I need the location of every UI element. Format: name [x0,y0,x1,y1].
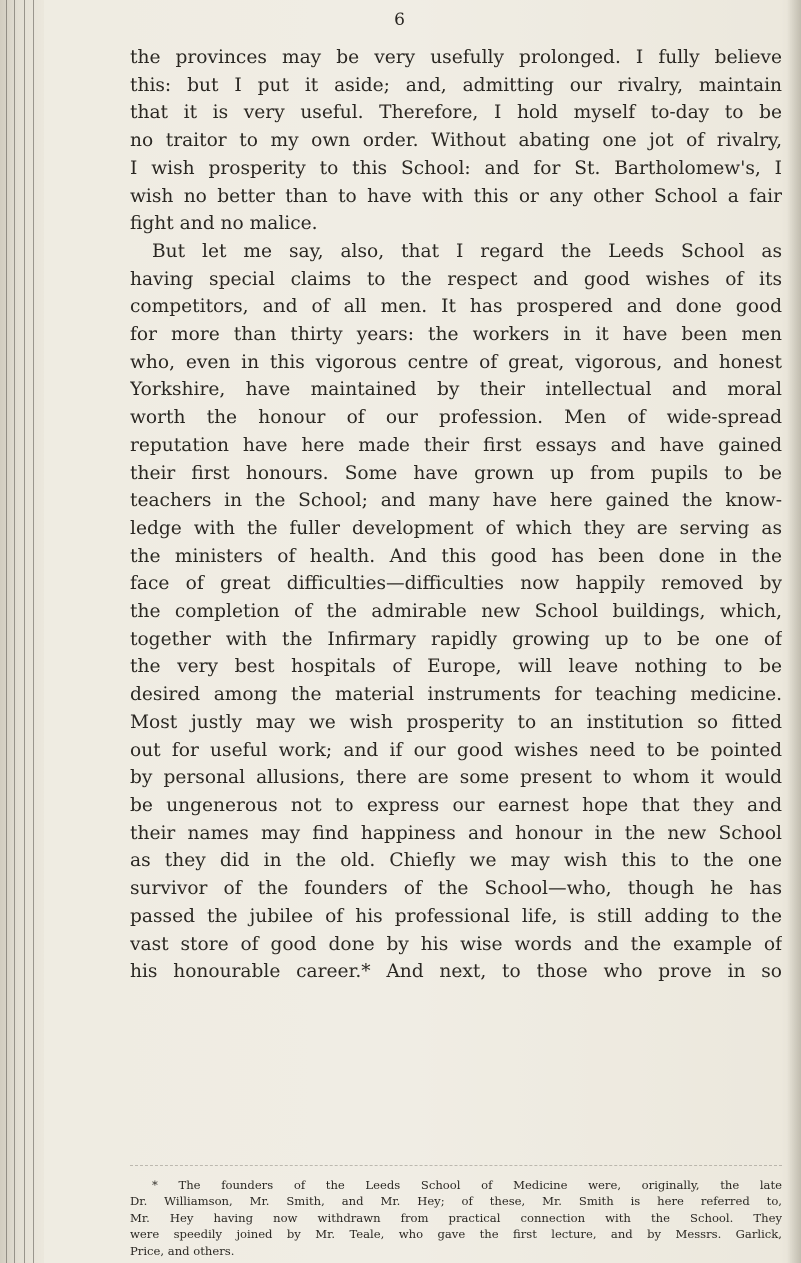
text-line: as they did in the old. Chiefly we may wish this to the one [130,850,782,872]
gutter-line [6,0,7,1263]
text-line: the provinces may be very usefully prolonged. I fully believe [130,47,782,68]
gutter-line [33,0,34,1263]
text-line: worth the honour of our profession. Men of wide-spread [130,407,782,429]
body-text [130,44,782,986]
text-line: reputation have here made their first essays and have gained [130,434,782,456]
text-line: ledge with the fuller development of which they are serving as [130,517,782,539]
text-line: no traitor to my own order. Without abating one jot of rivalry, [130,130,782,152]
text-line: Most justly may we wish prosperity to an institution so fitted [130,711,782,733]
page-number: 6 [394,10,406,30]
text-line: by personal allusions, there are some present to whom it would [130,767,782,789]
text-line: passed the jubilee of his professional life, is still adding to the [130,905,782,927]
text-line: his honourable career.* And next, to those who prove in so [130,961,782,983]
text-line: who, even in this vigorous centre of great, vigorous, and honest [130,351,782,373]
text-line: competitors, and of all men. It has prospered and done good [130,296,782,318]
text-line: Yorkshire, have maintained by their intellectual and moral [130,379,782,401]
footnote-line: * The founders of the Leeds School of Medicine were, originally, the late [152,1178,782,1192]
text-line: together with the Infirmary rapidly growing up to be one of [130,628,782,650]
text-line: this: but I put it aside; and, admitting our rivalry, maintain [130,74,782,96]
text-line: the ministers of health. And this good has been done in the [130,545,782,567]
text-line: the completion of the admirable new School buildings, which, [130,601,782,623]
text-line: wish no better than to have with this or any other School a fair [130,185,782,207]
text-line: vast store of good done by his wise words and the example of [130,933,782,955]
footnote-line: Price, and others. [130,1243,235,1258]
text-line: be ungenerous not to express our earnest hope that they and [130,794,782,816]
text-line: teachers in the School; and many have here gained the know- [130,490,782,512]
text-line: having special claims to the respect and good wishes of its [130,268,782,290]
text-line: desired among the material instruments for teaching medicine. [130,684,782,706]
text-line: their names may find happiness and honour in the new School [130,822,782,844]
footnote-line: Mr. Hey having now withdrawn from practical connection with the School. They [130,1210,782,1225]
footnote [130,1177,782,1259]
text-line: the very best hospitals of Europe, will leave nothing to be [130,656,782,678]
page-edge-shadow [787,0,801,1263]
footnote-line: were speedily joined by Mr. Teale, who gave the first lecture, and by Messrs. Garlick, [130,1227,782,1242]
footnote-divider [130,1165,782,1166]
gutter-line [24,0,25,1263]
text-line: But let me say, also, that I regard the Leeds School as [152,240,782,262]
footnote-line: Dr. Williamson, Mr. Smith, and Mr. Hey; of these, Mr. Smith is here referred to, [130,1194,782,1209]
text-line: face of great difficulties—difficulties now happily removed by [130,573,782,595]
text-line: for more than thirty years: the workers in it have been men [130,324,782,346]
text-line: their first honours. Some have grown up from pupils to be [130,462,782,484]
text-line: out for useful work; and if our good wishes need to be pointed [130,739,782,761]
gutter-line [14,0,15,1263]
text-line: I wish prosperity to this School: and for St. Bartholomew's, I [130,157,782,179]
text-line: fight and no malice. [130,213,318,235]
text-line: that it is very useful. Therefore, I hold myself to-day to be [130,102,782,124]
text-line: survivor of the founders of the School—who, though he has [130,878,782,900]
